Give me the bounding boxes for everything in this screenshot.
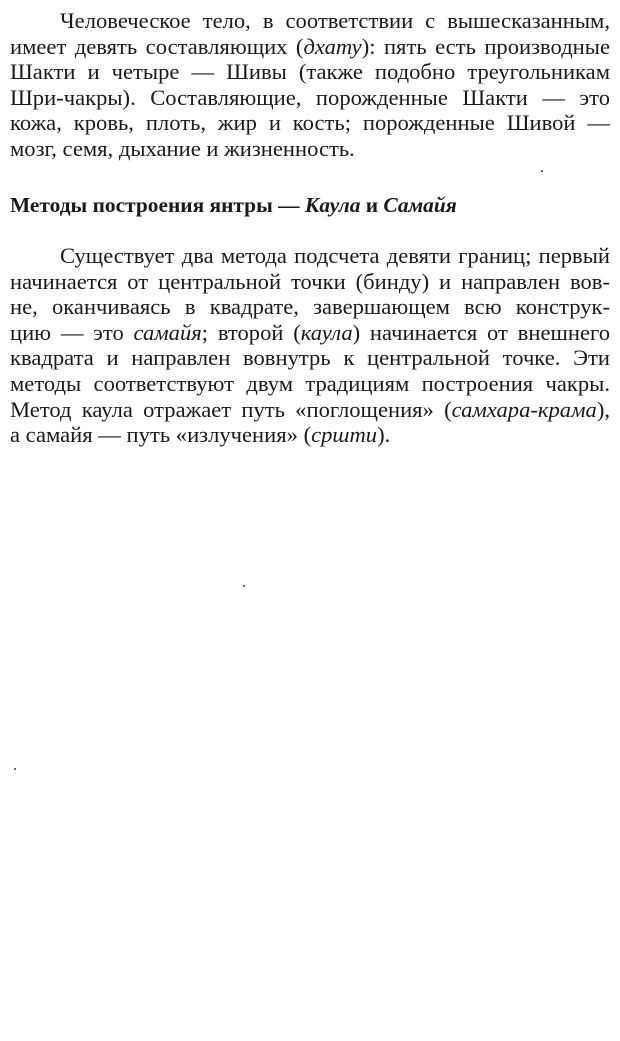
text-segment: цию — это: [10, 319, 134, 345]
paragraph-methods: [10, 243, 610, 448]
text-line: [10, 59, 610, 85]
heading-text: Методы построения янтры —: [10, 193, 305, 217]
text-segment: ): пять есть производные: [361, 33, 610, 59]
text-segment: не, оканчиваясь в квадрате, завершающем всю конструк-: [10, 294, 610, 320]
text-segment: ) начинается от внешнего: [352, 319, 610, 345]
text-line: [10, 8, 610, 34]
scan-speck: [14, 768, 16, 770]
text-line: [10, 110, 610, 136]
text-line: [10, 397, 610, 423]
scan-speck: [541, 170, 543, 172]
text-line: [10, 422, 610, 448]
text-segment: имеет девять составляющих (: [10, 33, 304, 59]
text-segment: ; второй (: [201, 319, 301, 345]
text-line: [10, 136, 610, 162]
text-segment: квадрата и направлен вовнутрь к центральной точке. Эти: [10, 345, 610, 371]
text-line: [10, 371, 610, 397]
text-segment: Человеческое тело, в соответствии с вышесказанным,: [60, 8, 610, 33]
term-samhara-krama: самхара-крама: [451, 396, 597, 422]
text-segment: начинается от центральной точки (бинду) и направлен вов-: [10, 268, 610, 294]
term-kaula-inline: каула: [300, 319, 353, 345]
text-segment: ),: [596, 396, 610, 422]
term-samaya-inline: самайя: [133, 319, 202, 345]
section-heading: [10, 192, 457, 218]
text-segment: Существует два метода подсчета девяти границ; первый: [60, 243, 610, 268]
term-kaula: Каула: [304, 193, 361, 217]
text-line: [10, 243, 610, 269]
term-dhatu: дхату: [303, 33, 362, 59]
paragraph-human-body: [10, 8, 610, 162]
text-line: [10, 294, 610, 320]
text-segment: кожа, кровь, плоть, жир и кость; порожденные Шивой —: [10, 110, 610, 136]
text-segment: а самайя — путь «излучения» (: [10, 422, 312, 448]
scan-speck: [243, 585, 245, 587]
term-samaya: Самайя: [383, 193, 457, 217]
text-line: [10, 85, 610, 111]
term-srishti: сршти: [311, 422, 378, 448]
text-line: [10, 345, 610, 371]
text-segment: методы соответствуют двум традициям построения чакры.: [10, 370, 610, 396]
text-segment: Шакти и четыре — Шивы (также подобно треугольникам: [10, 59, 610, 85]
text-line: [10, 269, 610, 295]
heading-conjunction: и: [360, 193, 384, 217]
text-segment: Метод каула отражает путь «поглощения» (: [10, 396, 452, 422]
text-line: [10, 34, 610, 60]
text-segment: мозг, семя, дыхание и жизненность.: [10, 135, 355, 161]
text-segment: ).: [377, 422, 391, 448]
text-segment: Шри-чакры). Составляющие, порожденные Шакти — это: [10, 84, 610, 110]
text-line: [10, 320, 610, 346]
